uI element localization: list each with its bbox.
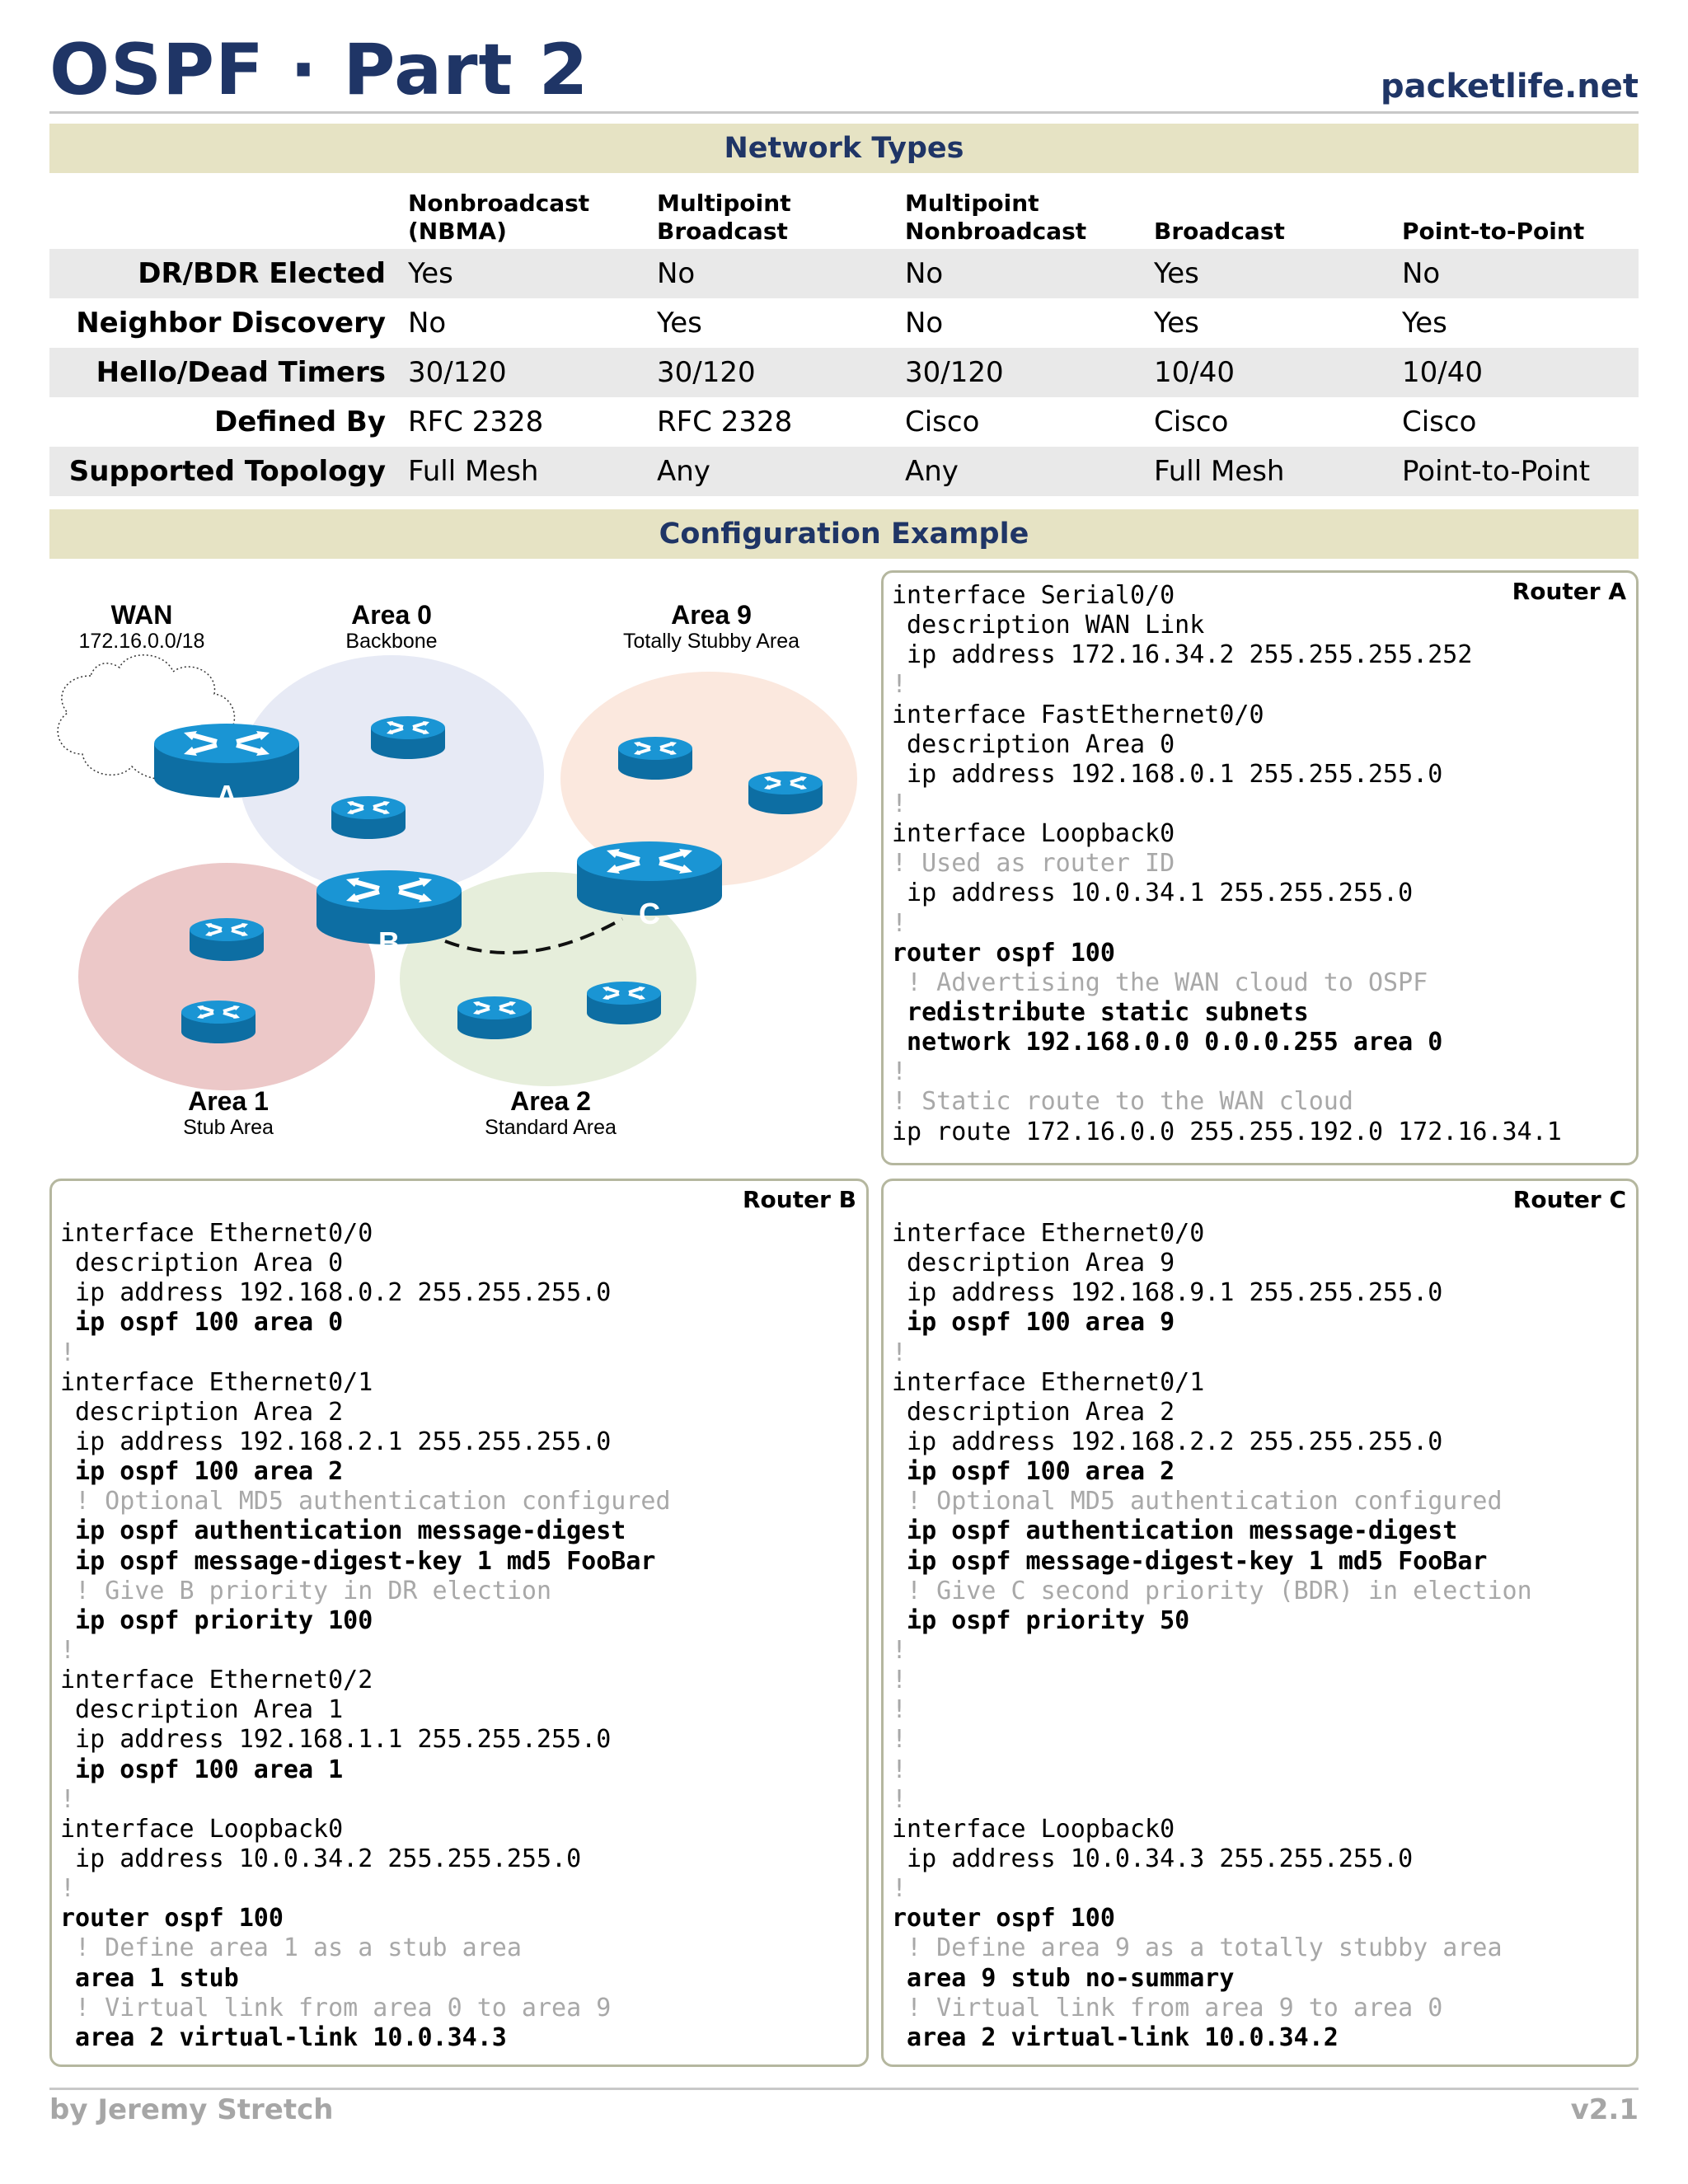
config-comment-line: !	[892, 1725, 907, 1755]
config-line: ip address 172.16.34.2 255.255.255.252	[892, 640, 1473, 670]
area-0-label: Area 0	[351, 600, 432, 630]
table-cell: Any	[657, 455, 710, 488]
table-cell: RFC 2328	[408, 405, 544, 438]
area-0-sub: Backbone	[345, 630, 438, 653]
config-line: router ospf 100	[892, 1904, 1115, 1933]
config-comment-line: !	[892, 1338, 907, 1367]
table-cell: Yes	[408, 257, 453, 290]
config-line: area 1 stub	[60, 1963, 239, 1993]
table-cell: Yes	[657, 307, 702, 340]
row-label: Neighbor Discovery	[76, 307, 386, 340]
table-row	[49, 348, 1639, 397]
row-label: DR/BDR Elected	[138, 257, 386, 290]
config-comment-line: ! Virtual link from area 9 to area 0	[892, 1993, 1443, 2022]
table-cell: No	[905, 307, 944, 340]
config-line: area 9 stub no-summary	[892, 1963, 1235, 1993]
config-line: description Area 9	[892, 1249, 1175, 1278]
router-c-config	[892, 1219, 1532, 2053]
table-cell: No	[1402, 257, 1441, 290]
table-cell: Full Mesh	[408, 455, 539, 488]
wan-label: WAN	[110, 600, 173, 630]
table-cell: RFC 2328	[657, 405, 793, 438]
config-comment-line: !	[60, 1874, 76, 1904]
table-cell: 10/40	[1402, 356, 1483, 389]
table-cell: Cisco	[905, 405, 980, 438]
footer-rule	[49, 2088, 1639, 2090]
ospf-topology-diagram	[49, 560, 861, 1166]
table-cell: No	[408, 307, 447, 340]
config-comment-line: ! Virtual link from area 0 to area 9	[60, 1993, 612, 2022]
column-header-point-to-point: Point-to-Point	[1402, 218, 1585, 245]
config-line: interface Ethernet0/0	[60, 1219, 373, 1248]
table-cell: Yes	[1402, 307, 1447, 340]
config-line: ip ospf message-digest-key 1 md5 FooBar	[892, 1546, 1488, 1576]
config-line: interface Ethernet0/1	[892, 1367, 1205, 1397]
config-line: description Area 2	[60, 1397, 344, 1427]
table-cell: Any	[905, 455, 959, 488]
config-line: ip ospf message-digest-key 1 md5 FooBar	[60, 1546, 656, 1576]
table-cell: Full Mesh	[1154, 455, 1285, 488]
config-comment-line: ! Advertising the WAN cloud to OSPF	[892, 968, 1428, 997]
config-line: ip address 10.0.34.3 255.255.255.0	[892, 1844, 1414, 1873]
config-comment-line: !	[892, 1635, 907, 1665]
area-2-label: Area 2	[510, 1086, 591, 1116]
config-comment-line: !	[892, 1666, 907, 1695]
config-comment-line: !	[60, 1338, 76, 1367]
config-line: ip ospf authentication message-digest	[892, 1516, 1458, 1546]
table-cell: 30/120	[905, 356, 1004, 389]
column-header-multipoint-broadcast: Multipoint Broadcast	[657, 190, 791, 245]
config-line: ip address 192.168.0.2 255.255.255.0	[60, 1278, 612, 1308]
site-name: packetlife.net	[1381, 68, 1639, 105]
row-label: Supported Topology	[68, 455, 386, 488]
area-9-sub: Totally Stubby Area	[622, 630, 800, 653]
router-c-label: C	[639, 897, 660, 930]
config-line: area 2 virtual-link 10.0.34.2	[892, 2022, 1339, 2052]
configuration-example-heading: Configuration Example	[49, 509, 1639, 559]
config-line: ip ospf priority 50	[892, 1605, 1190, 1635]
config-comment-line: ! Used as router ID	[892, 849, 1175, 879]
config-line: interface Loopback0	[892, 819, 1175, 849]
table-cell: No	[657, 257, 696, 290]
config-comment-line: !	[892, 1057, 907, 1087]
router-a-config	[892, 581, 1562, 1147]
config-line: ip address 10.0.34.2 255.255.255.0	[60, 1844, 582, 1873]
config-line: ip ospf 100 area 1	[60, 1755, 344, 1784]
config-line: redistribute static subnets	[892, 997, 1309, 1027]
table-cell: 30/120	[408, 356, 507, 389]
router-a-config-box	[881, 570, 1639, 1165]
table-cell: 10/40	[1154, 356, 1235, 389]
config-line: ip ospf 100 area 2	[892, 1457, 1175, 1487]
table-cell: Cisco	[1154, 405, 1229, 438]
config-line: router ospf 100	[60, 1904, 284, 1933]
router-b-config-box	[49, 1179, 869, 2067]
config-line: ip address 192.168.2.2 255.255.255.0	[892, 1427, 1443, 1456]
config-line: ip ospf priority 100	[60, 1605, 373, 1635]
router-icon-area1-top	[190, 918, 264, 961]
table-row	[49, 397, 1639, 447]
author-credit: by Jeremy Stretch	[49, 2093, 334, 2126]
config-line: network 192.168.0.0 0.0.0.255 area 0	[892, 1028, 1443, 1057]
config-line: ip ospf 100 area 0	[60, 1308, 344, 1338]
config-line: ip address 192.168.1.1 255.255.255.0	[60, 1725, 612, 1755]
row-label: Defined By	[213, 405, 386, 438]
header-rule	[49, 111, 1639, 114]
config-comment-line: !	[892, 1695, 907, 1725]
config-line: ip address 192.168.0.1 255.255.255.0	[892, 759, 1443, 789]
router-icon-area1-bottom	[181, 1001, 256, 1043]
table-cell: Cisco	[1402, 405, 1477, 438]
router-icon-area2-left	[457, 996, 532, 1039]
config-comment-line: !	[60, 1784, 76, 1814]
config-comment-line: !	[892, 1874, 907, 1904]
area-9-label: Area 9	[671, 600, 752, 630]
table-cell: Yes	[1154, 257, 1199, 290]
config-line: ip ospf authentication message-digest	[60, 1516, 626, 1546]
version-label: v2.1	[1570, 2093, 1639, 2126]
table-row	[49, 249, 1639, 298]
config-line: ip ospf 100 area 9	[892, 1308, 1175, 1338]
router-b-config	[60, 1219, 671, 2053]
config-line: router ospf 100	[892, 938, 1115, 968]
config-comment-line: ! Optional MD5 authentication configured	[892, 1487, 1503, 1516]
column-header-broadcast: Broadcast	[1154, 218, 1285, 245]
config-comment-line: !	[892, 1755, 907, 1784]
router-b-label: B	[378, 926, 400, 959]
config-line: description Area 0	[60, 1249, 344, 1278]
config-comment-line: ! Define area 1 as a stub area	[60, 1933, 522, 1963]
table-cell: Point-to-Point	[1402, 455, 1591, 488]
row-label: Hello/Dead Timers	[96, 356, 386, 389]
config-line: description Area 2	[892, 1397, 1175, 1427]
config-comment-line: ! Give B priority in DR election	[60, 1576, 552, 1605]
router-icon-area9-left	[618, 737, 692, 780]
config-comment-line: !	[892, 789, 907, 818]
area-1-sub: Stub Area	[183, 1116, 274, 1139]
page-title: OSPF · Part 2	[49, 29, 589, 111]
router-icon-area2-right	[587, 982, 661, 1024]
config-line: interface Loopback0	[60, 1814, 344, 1844]
config-line: area 2 virtual-link 10.0.34.3	[60, 2022, 507, 2052]
router-icon-area9-right	[748, 771, 823, 814]
router-c-config-label: Router C	[1512, 1186, 1626, 1213]
router-a-label: A	[216, 779, 237, 813]
table-row	[49, 447, 1639, 496]
wan-subnet: 172.16.0.0/18	[78, 630, 205, 653]
config-line: ip address 10.0.34.1 255.255.255.0	[892, 879, 1414, 908]
config-comment-line: ! Static route to the WAN cloud	[892, 1087, 1353, 1117]
config-comment-line: !	[892, 670, 907, 700]
router-icon-area0-top	[371, 716, 445, 759]
config-line: interface FastEthernet0/0	[892, 700, 1264, 729]
table-cell: 30/120	[657, 356, 756, 389]
table-cell: Yes	[1154, 307, 1199, 340]
config-line: description WAN Link	[892, 611, 1205, 640]
config-line: ip address 192.168.2.1 255.255.255.0	[60, 1427, 612, 1456]
config-comment-line: ! Optional MD5 authentication configured	[60, 1487, 671, 1516]
config-line: interface Loopback0	[892, 1814, 1175, 1844]
config-line: interface Serial0/0	[892, 581, 1175, 610]
table-cell: No	[905, 257, 944, 290]
config-line: description Area 0	[892, 729, 1175, 759]
config-line: ip address 192.168.9.1 255.255.255.0	[892, 1278, 1443, 1308]
router-b-config-label: Router B	[742, 1186, 856, 1213]
config-line: interface Ethernet0/1	[60, 1367, 373, 1397]
config-comment-line: !	[892, 1784, 907, 1814]
column-header-nbma: Nonbroadcast (NBMA)	[408, 190, 590, 245]
router-a-config-label: Router A	[1512, 578, 1626, 605]
config-comment-line: !	[60, 1635, 76, 1665]
config-comment-line: ! Give C second priority (BDR) in election	[892, 1576, 1532, 1605]
config-comment-line: !	[892, 908, 907, 938]
config-line: description Area 1	[60, 1695, 344, 1725]
table-row	[49, 298, 1639, 348]
router-c-config-box	[881, 1179, 1639, 2067]
area-2-sub: Standard Area	[485, 1116, 617, 1139]
config-line: ip route 172.16.0.0 255.255.192.0 172.16.34.1	[892, 1117, 1562, 1146]
network-types-heading: Network Types	[49, 124, 1639, 173]
router-icon-area0-bottom	[331, 796, 406, 839]
area-1-label: Area 1	[188, 1086, 269, 1116]
config-comment-line: ! Define area 9 as a totally stubby area	[892, 1933, 1503, 1963]
config-line: interface Ethernet0/2	[60, 1666, 373, 1695]
config-line: ip ospf 100 area 2	[60, 1457, 344, 1487]
config-line: interface Ethernet0/0	[892, 1219, 1205, 1248]
column-header-multipoint-nonbroadcast: Multipoint Nonbroadcast	[905, 190, 1087, 245]
